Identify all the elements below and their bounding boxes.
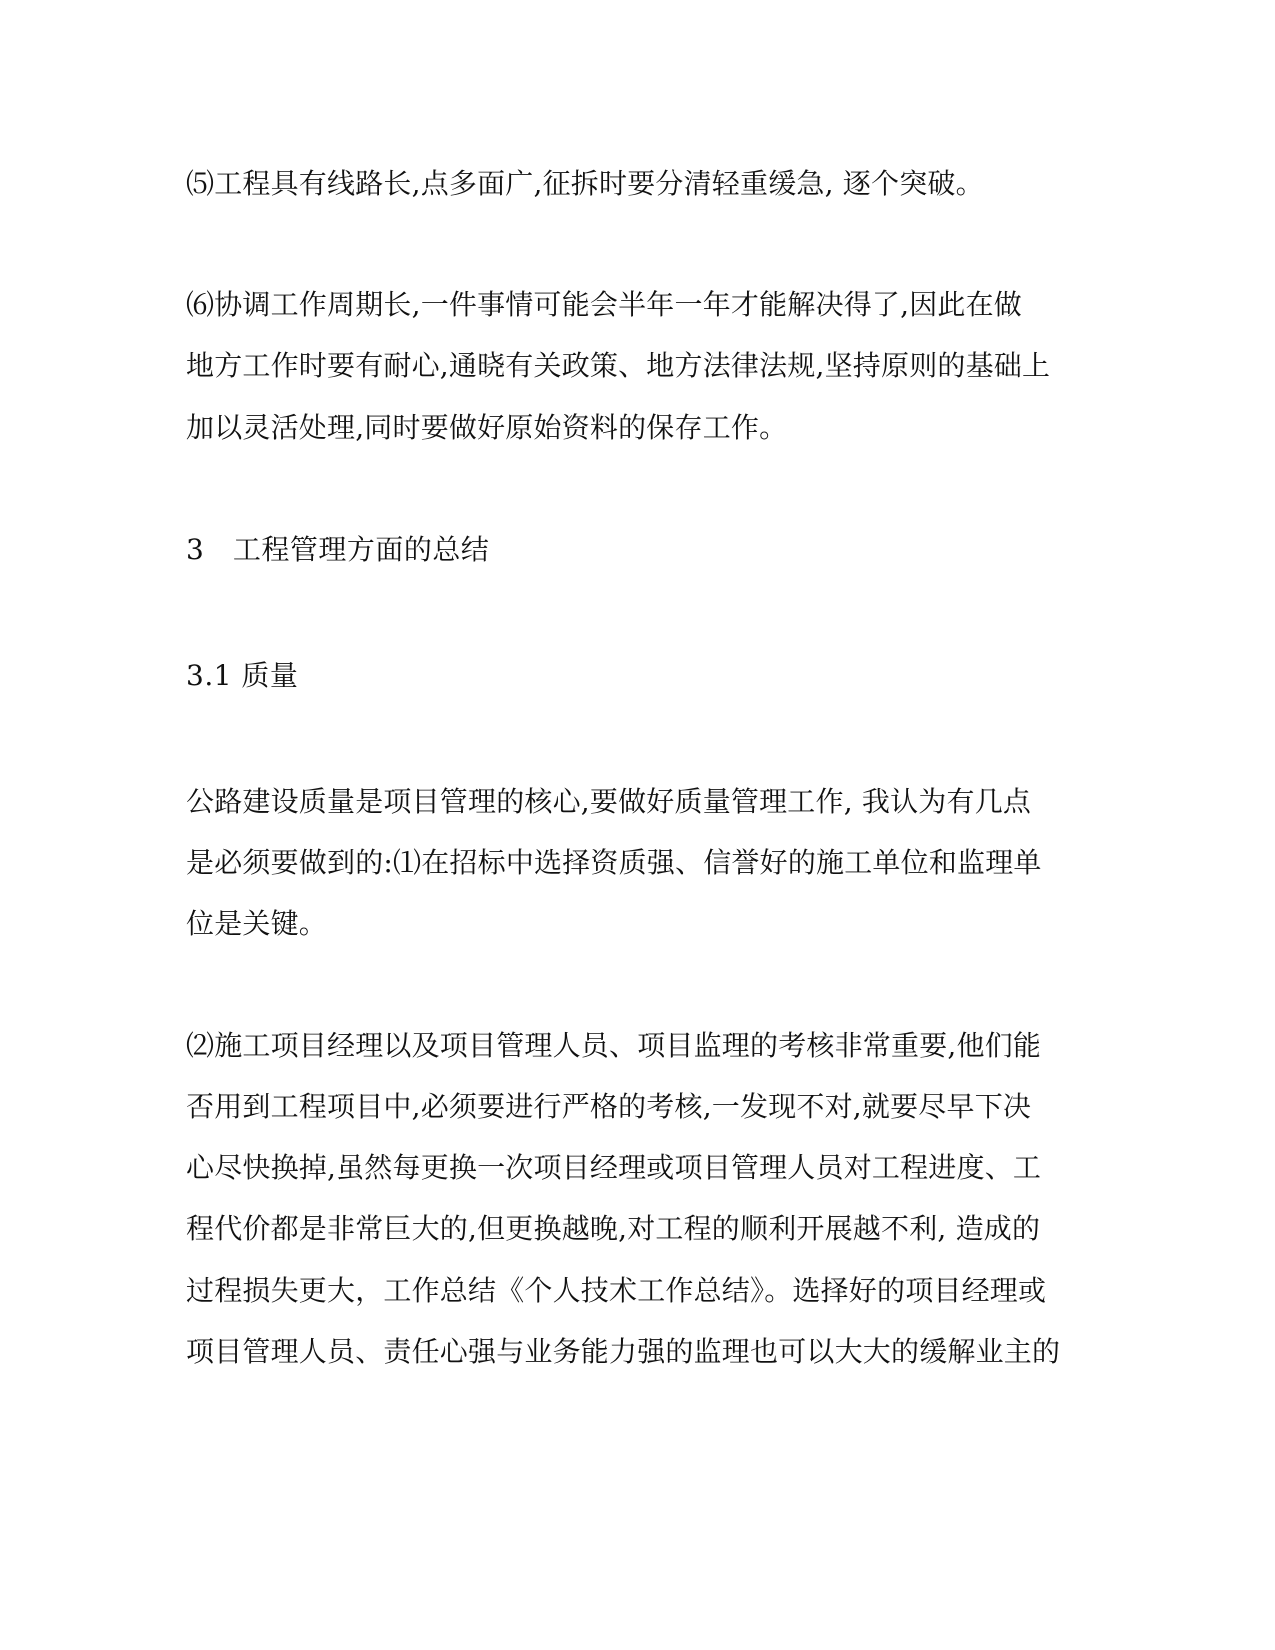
paragraph-line: ⑸工程具有线路长,点多面广,征拆时要分清轻重缓急, 逐个突破。 (186, 167, 984, 200)
paragraph-line: 项目管理人员、责任心强与业务能力强的监理也可以大大的缓解业主的 (186, 1335, 1061, 1368)
paragraph-line: 过程损失更大，工作总结《个人技术工作总结》。选择好的项目经理或 (186, 1274, 1047, 1307)
subsection-heading: 3.1 质量 (186, 659, 299, 692)
paragraph-line: 心尽快换掉,虽然每更换一次项目经理或项目管理人员对工程进度、工 (186, 1151, 1042, 1184)
section-heading: 3 工程管理方面的总结 (186, 533, 490, 566)
paragraph-line: ⑵施工项目经理以及项目管理人员、项目监理的考核非常重要,他们能 (186, 1029, 1042, 1062)
paragraph-line: 否用到工程项目中,必须要进行严格的考核,一发现不对,就要尽早下决 (186, 1090, 1032, 1123)
paragraph-line: 公路建设质量是项目管理的核心,要做好质量管理工作, 我认为有几点 (186, 785, 1032, 818)
paragraph-line: ⑹协调工作周期长,一件事情可能会半年一年才能解决得了,因此在做 (186, 288, 1023, 321)
paragraph-line: 地方工作时要有耐心,通晓有关政策、地方法律法规,坚持原则的基础上 (186, 349, 1051, 382)
paragraph-line: 位是关键。 (186, 907, 328, 940)
paragraph-line: 程代价都是非常巨大的,但更换越晚,对工程的顺利开展越不利, 造成的 (186, 1212, 1041, 1245)
paragraph-line: 是必须要做到的:⑴在招标中选择资质强、信誉好的施工单位和监理单 (186, 846, 1042, 879)
paragraph-line: 加以灵活处理,同时要做好原始资料的保存工作。 (186, 411, 788, 444)
